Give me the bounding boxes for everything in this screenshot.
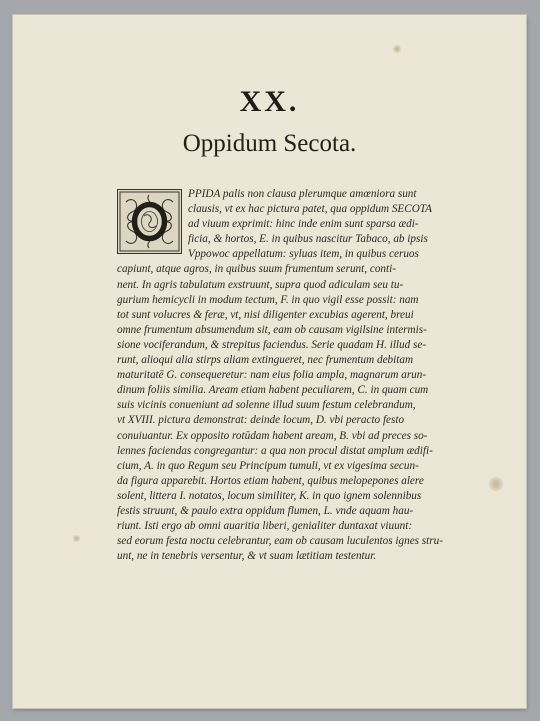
page-title: Oppidum Secota. (182, 130, 357, 157)
text-line: suis vicinis conueniunt ad solenne illud suum festum celebrandum, (117, 399, 416, 412)
foxing-spot (73, 535, 80, 542)
text-line: omne frumentum absumendum sit, eam ob causam vigilsine intermis- (117, 323, 427, 336)
text-line: capiunt, atque agros, in quibus suum frumentum serunt, conti- (117, 263, 396, 276)
foxing-spot (489, 477, 503, 491)
text-line: lennes faciendas congregantur: a qua non procul distat amplum ædifi- (117, 444, 433, 457)
text-line: PPIDA palis non clausa plerumque amœniora sunt (188, 188, 417, 200)
text-line: gurium hemicycli in modum tectum, F. in quo vigil esse possit: nam (117, 293, 419, 306)
text-line: cium, A. in quo Regum seu Principum tumuli, vt ex vigesima secun- (117, 459, 419, 472)
text-line: ad viuum exprimit: hinc inde enim sunt sparsa ædi- (188, 218, 419, 231)
text-line: Vppowoc appellatum: syluas item, in quibus ceruos (188, 248, 419, 261)
text-line: solent, littera I. notatos, locum similiter, K. in quo ignem solennibus (117, 489, 422, 502)
text-line: festis struunt, & paulo extra oppidum flumen, L. vnde aquam hau- (117, 504, 414, 517)
text-line: da figura apparebit. Hortos etiam habent, quibus melopepones alere (117, 474, 424, 487)
text-line: ficia, & hortos, E. in quibus nascitur Tabaco, ab ipsis (188, 233, 428, 246)
text-line: conuiuantur. Ex opposito rotūdam habent aream, B. vbi ad preces so- (117, 429, 428, 442)
text-line: tot sunt volucres & feræ, vt, nisi diligenter excubias agerent, breui (117, 308, 414, 321)
text-line: vt XVIII. pictura demonstrat: deinde locum, D. vbi peracto festo (117, 414, 405, 427)
text-line: dinum foliis similia. Aream etiam habent peculiarem, C. in quam cum (117, 384, 429, 397)
text-line: sione vociferandum, & strepitus faciendus. Serie quadam H. illud se- (117, 338, 427, 351)
text-line: unt, ne in tenebris versentur, & vt suam lætitiam testentur. (117, 550, 377, 563)
text-line: runt, alioqui alia stirps aliam extingueret, nec frumentum debitam (117, 354, 414, 367)
text-line: riunt. Isti ergo ab omni auaritia liberi, genialiter duntaxat viuunt: (117, 520, 413, 533)
text-line: clausis, vt ex hac pictura patet, qua oppidum SECOTA (188, 203, 433, 216)
ornamental-initial-o-icon (117, 189, 182, 254)
text-line: maturitatē G. consequeretur: nam eius folia ampla, magnarum arun- (117, 369, 427, 382)
text-line: nent. In agris tabulatum exstruunt, supra quod adiculam seu tu- (117, 278, 404, 291)
chapter-numeral: XX. (239, 85, 300, 118)
text-line: sed eorum festa noctu celebrantur, eam ob causam luculentos ignes stru- (117, 535, 443, 548)
book-page (13, 15, 526, 708)
foxing-spot (393, 45, 401, 53)
body-text (117, 187, 477, 564)
